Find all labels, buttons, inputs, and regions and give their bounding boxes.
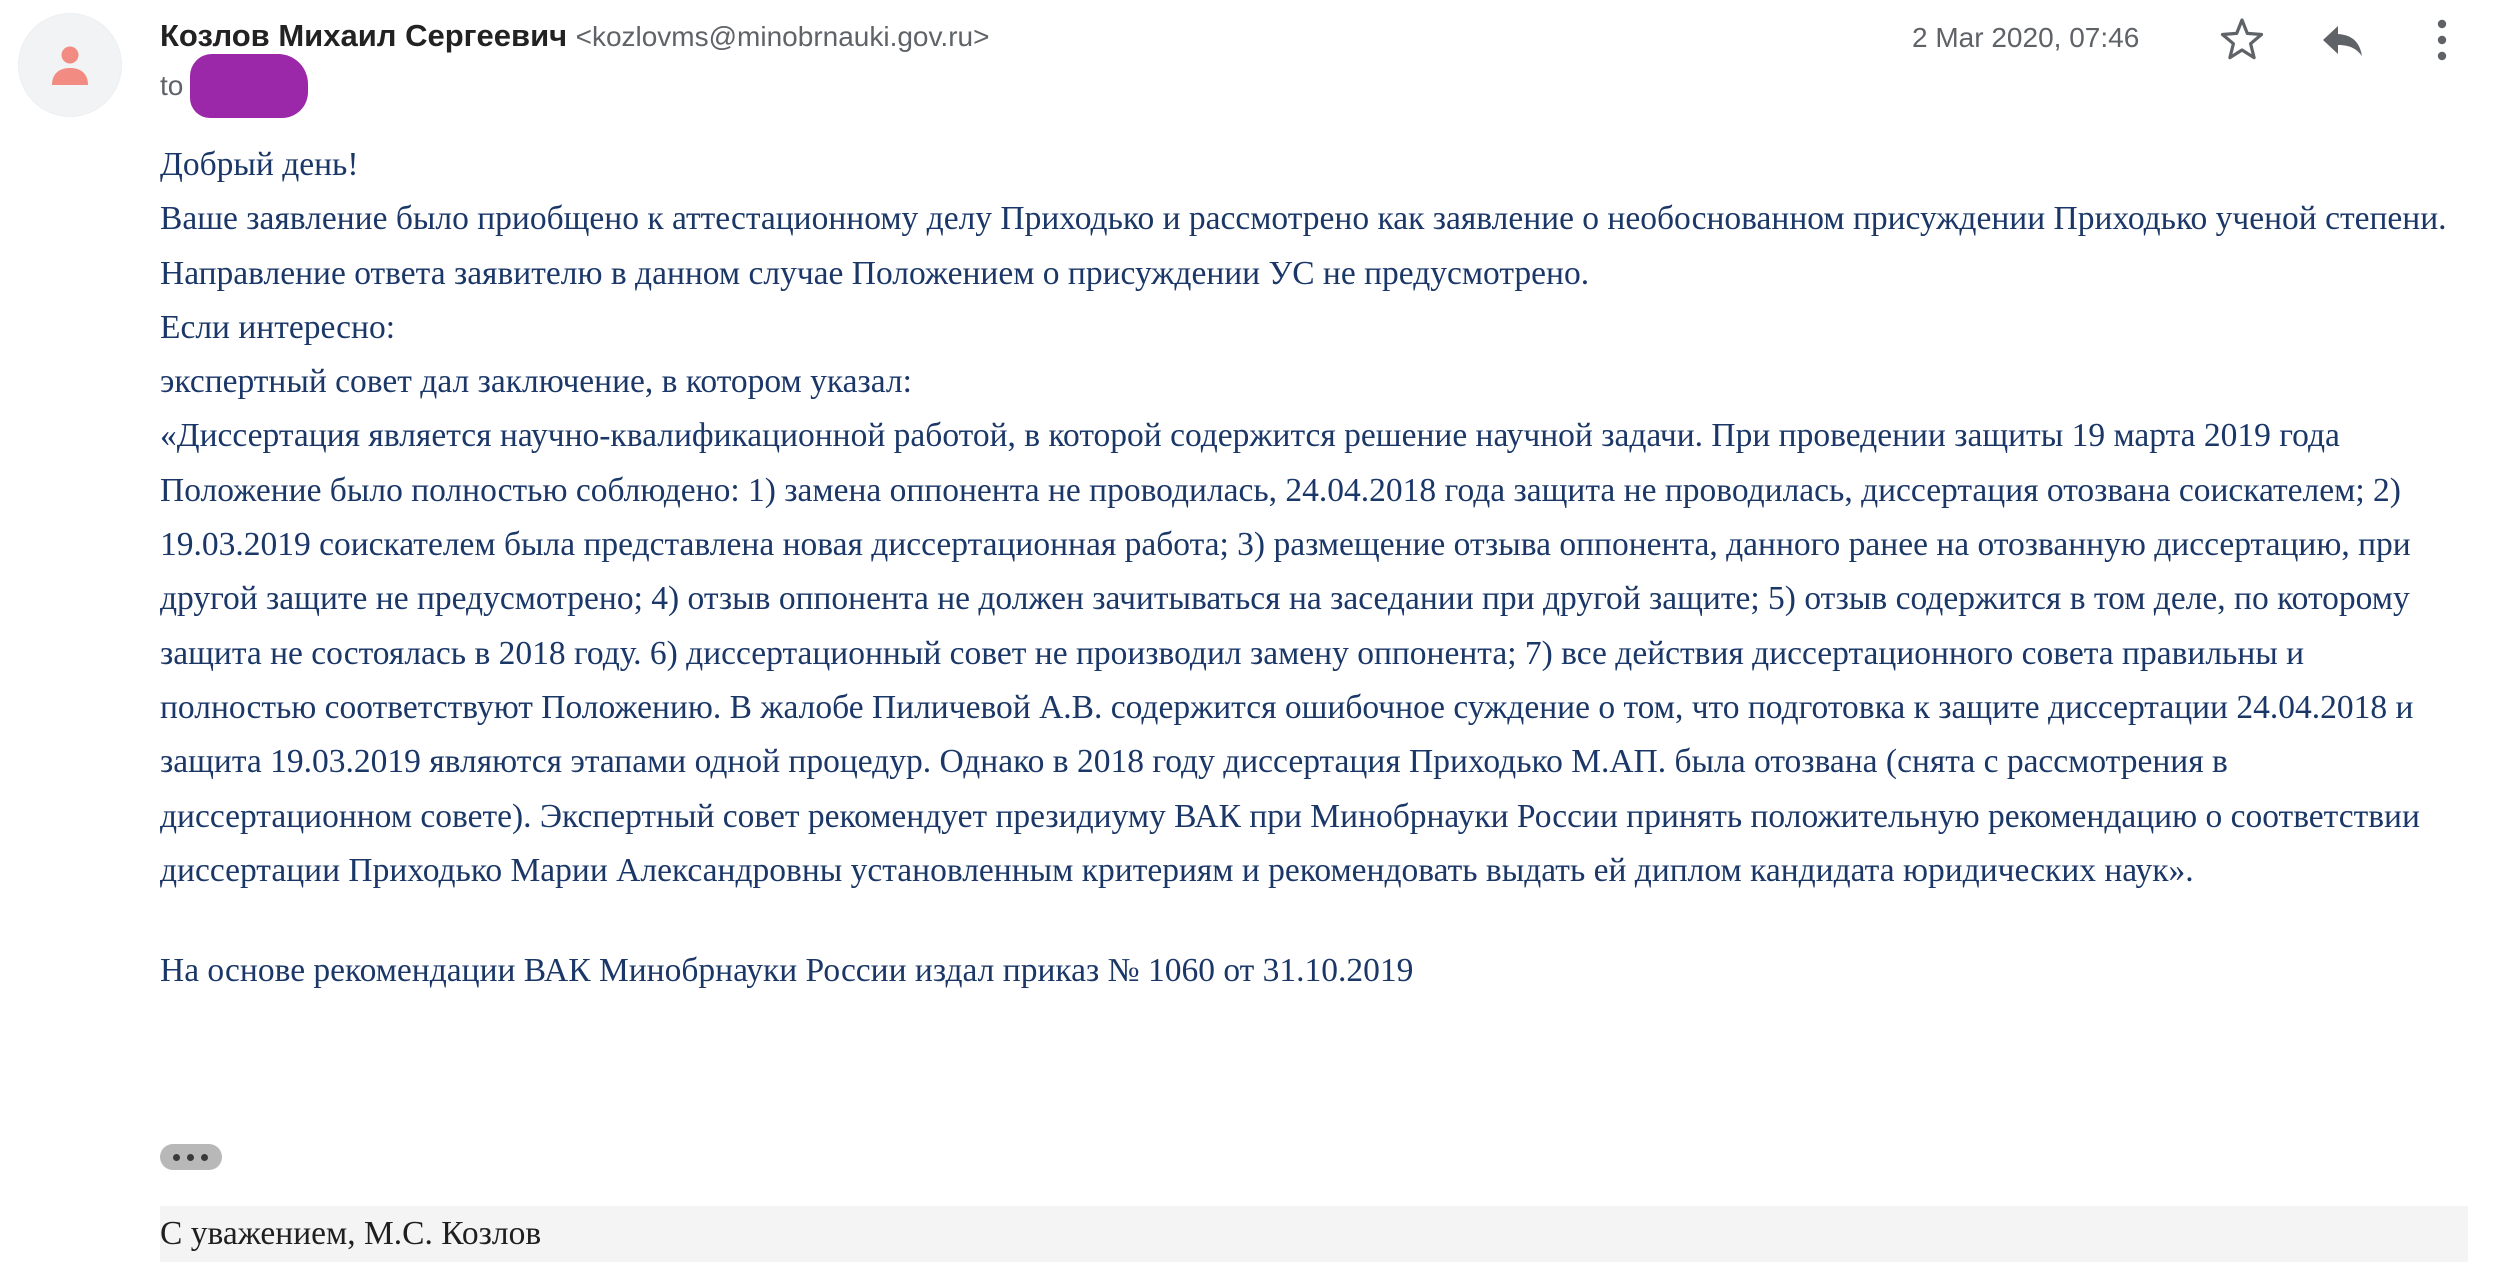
quoted-conclusion: «Диссертация является научно-квалификационной работой, в которой содержится решение научной задачи. При проведении защиты 19 марта 2019 года Положение было полностью соблюдено: 1) замена оппонента не проводилась, 24.04.2018 года защита не проводилась, диссертация отозвана соискателем; 2) 19.03.2019 соискателем была представлена новая диссертационная работа; 3) размещение отзыва оппонента, данного ранее на отозванную диссертацию, при другой защите не предусмотрено; 4) отзыв оппонента не должен зачитываться на заседании при другой защите; 5) отзыв содержится в том деле, по которому защита не состоялась в 2018 году. 6) диссертационный совет не производил замену оппонента; 7) все действия диссертационного совета правильны и полностью соответствуют Положению. В жалобе Пиличевой А.В. содержится ошибочное суждение о том, что подготовка к защите диссертации 24.04.2018 и защита 19.03.2019 являются этапами одной процедур. Однако в 2018 году диссертация Приходько М.АП. была отозвана (снята с рассмотрения в диссертационном совете). Экспертный совет рекомендует президиуму ВАК при Минобрнауки России принять положительную рекомендацию о соответствии диссертации Приходько Марии Александровны установленным критериям и рекомендовать выдать ей диплом кандидата юридических наук». [160, 417, 2420, 889]
reply-icon [2314, 12, 2370, 68]
message-body [160, 138, 2460, 998]
ellipsis-icon [173, 1154, 180, 1161]
order-reference: На основе рекомендации ВАК Минобрнауки России издал приказ № 1060 от 31.10.2019 [160, 952, 1414, 990]
recipient-line[interactable] [160, 70, 183, 102]
sender-avatar[interactable] [19, 14, 121, 116]
greeting: Добрый день! [160, 146, 359, 183]
body-paragraph: экспертный совет дал заключение, в котором указал: [160, 363, 912, 401]
reply-button[interactable] [2314, 12, 2370, 68]
message-date: 2 Mar 2020, 07:46 [1912, 22, 2140, 53]
star-button[interactable] [2214, 12, 2270, 68]
more-options-button[interactable] [2414, 12, 2470, 68]
sender-line [160, 18, 989, 54]
sender-email: <kozlovms@minobrnauki.gov.ru> [575, 21, 990, 52]
ellipsis-icon [187, 1154, 194, 1161]
body-paragraph: Направление ответа заявителю в данном случае Положением о присуждении УС не предусмотрено. [160, 254, 1590, 292]
star-icon [2214, 12, 2270, 68]
sender-name[interactable]: Козлов Михаил Сергеевич [160, 18, 568, 53]
person-icon [50, 43, 90, 87]
body-paragraph: Если интересно: [160, 308, 396, 346]
body-paragraph: Ваше заявление было приобщено к аттестационному делу Приходько и рассмотрено как заявление о необоснованном присуждении Приходько ученой степени. [160, 200, 2447, 238]
show-trimmed-content-button[interactable] [160, 1144, 222, 1170]
more-vert-icon [2414, 12, 2470, 68]
to-label: to [160, 70, 184, 101]
ellipsis-icon [201, 1154, 208, 1161]
redacted-recipient [190, 54, 308, 118]
spacer [160, 898, 2460, 944]
signature: С уважением, М.С. Козлов [160, 1206, 2468, 1262]
